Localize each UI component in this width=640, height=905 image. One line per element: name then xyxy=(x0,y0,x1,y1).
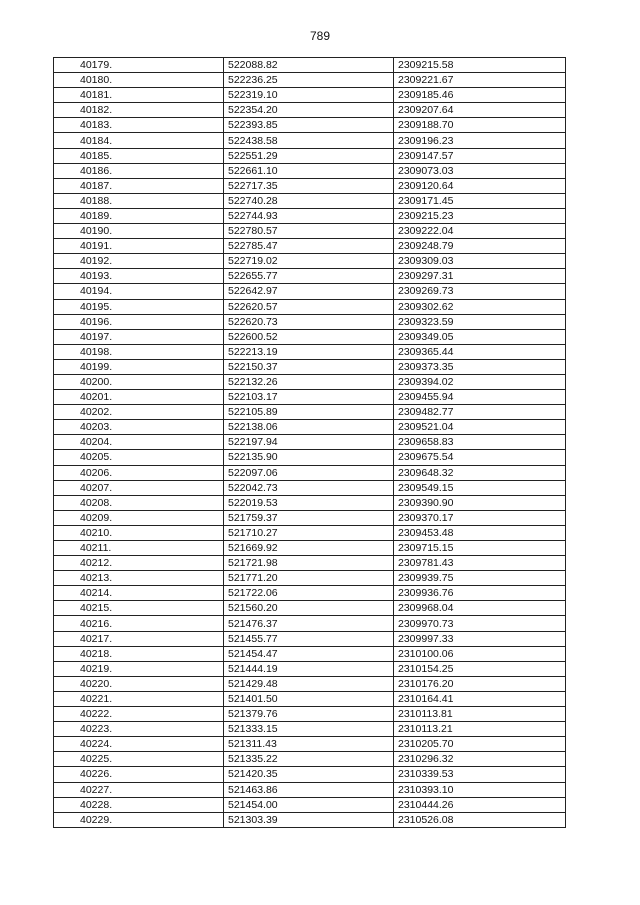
y-coordinate-cell: 2309968.04 xyxy=(394,601,566,616)
x-coordinate-cell: 522600.52 xyxy=(224,329,394,344)
table-row xyxy=(54,782,566,797)
point-number-cell: 40190. xyxy=(54,224,224,239)
point-number-cell: 40200. xyxy=(54,374,224,389)
x-coordinate-cell: 522088.82 xyxy=(224,58,394,73)
point-number-cell: 40182. xyxy=(54,103,224,118)
x-coordinate-cell: 522354.20 xyxy=(224,103,394,118)
point-number-cell: 40204. xyxy=(54,435,224,450)
table-row xyxy=(54,571,566,586)
point-number-cell: 40185. xyxy=(54,148,224,163)
table-row xyxy=(54,541,566,556)
x-coordinate-cell: 522780.57 xyxy=(224,224,394,239)
y-coordinate-cell: 2310339.53 xyxy=(394,767,566,782)
table-row xyxy=(54,480,566,495)
y-coordinate-cell: 2309196.23 xyxy=(394,133,566,148)
point-number-cell: 40225. xyxy=(54,752,224,767)
table-row xyxy=(54,556,566,571)
y-coordinate-cell: 2310444.26 xyxy=(394,797,566,812)
table-row xyxy=(54,193,566,208)
y-coordinate-cell: 2309521.04 xyxy=(394,420,566,435)
table-row xyxy=(54,224,566,239)
table-row xyxy=(54,299,566,314)
y-coordinate-cell: 2309658.83 xyxy=(394,435,566,450)
point-number-cell: 40199. xyxy=(54,359,224,374)
point-number-cell: 40217. xyxy=(54,631,224,646)
table-row xyxy=(54,178,566,193)
coordinates-table-body xyxy=(54,58,566,828)
y-coordinate-cell: 2309323.59 xyxy=(394,314,566,329)
x-coordinate-cell: 521771.20 xyxy=(224,571,394,586)
table-row xyxy=(54,254,566,269)
x-coordinate-cell: 521335.22 xyxy=(224,752,394,767)
point-number-cell: 40214. xyxy=(54,586,224,601)
x-coordinate-cell: 521379.76 xyxy=(224,707,394,722)
x-coordinate-cell: 521710.27 xyxy=(224,525,394,540)
table-row xyxy=(54,148,566,163)
x-coordinate-cell: 522551.29 xyxy=(224,148,394,163)
x-coordinate-cell: 522197.94 xyxy=(224,435,394,450)
y-coordinate-cell: 2309349.05 xyxy=(394,329,566,344)
point-number-cell: 40196. xyxy=(54,314,224,329)
y-coordinate-cell: 2310113.81 xyxy=(394,707,566,722)
point-number-cell: 40209. xyxy=(54,510,224,525)
y-coordinate-cell: 2309394.02 xyxy=(394,374,566,389)
x-coordinate-cell: 521759.37 xyxy=(224,510,394,525)
x-coordinate-cell: 522620.57 xyxy=(224,299,394,314)
point-number-cell: 40229. xyxy=(54,812,224,827)
y-coordinate-cell: 2309715.15 xyxy=(394,541,566,556)
x-coordinate-cell: 522785.47 xyxy=(224,239,394,254)
y-coordinate-cell: 2309302.62 xyxy=(394,299,566,314)
point-number-cell: 40226. xyxy=(54,767,224,782)
x-coordinate-cell: 521333.15 xyxy=(224,722,394,737)
point-number-cell: 40202. xyxy=(54,405,224,420)
y-coordinate-cell: 2309297.31 xyxy=(394,269,566,284)
point-number-cell: 40222. xyxy=(54,707,224,722)
x-coordinate-cell: 521303.39 xyxy=(224,812,394,827)
point-number-cell: 40228. xyxy=(54,797,224,812)
point-number-cell: 40211. xyxy=(54,541,224,556)
y-coordinate-cell: 2309171.45 xyxy=(394,193,566,208)
table-row xyxy=(54,284,566,299)
table-row xyxy=(54,374,566,389)
x-coordinate-cell: 522019.53 xyxy=(224,495,394,510)
x-coordinate-cell: 522236.25 xyxy=(224,73,394,88)
point-number-cell: 40197. xyxy=(54,329,224,344)
point-number-cell: 40208. xyxy=(54,495,224,510)
x-coordinate-cell: 521669.92 xyxy=(224,541,394,556)
table-row xyxy=(54,269,566,284)
point-number-cell: 40193. xyxy=(54,269,224,284)
y-coordinate-cell: 2309549.15 xyxy=(394,480,566,495)
table-row xyxy=(54,752,566,767)
x-coordinate-cell: 522132.26 xyxy=(224,374,394,389)
point-number-cell: 40223. xyxy=(54,722,224,737)
table-row xyxy=(54,359,566,374)
y-coordinate-cell: 2309188.70 xyxy=(394,118,566,133)
point-number-cell: 40221. xyxy=(54,691,224,706)
table-row xyxy=(54,344,566,359)
y-coordinate-cell: 2309073.03 xyxy=(394,163,566,178)
table-row xyxy=(54,601,566,616)
x-coordinate-cell: 522103.17 xyxy=(224,390,394,405)
x-coordinate-cell: 521463.86 xyxy=(224,782,394,797)
table-row xyxy=(54,676,566,691)
y-coordinate-cell: 2309269.73 xyxy=(394,284,566,299)
table-row xyxy=(54,465,566,480)
point-number-cell: 40206. xyxy=(54,465,224,480)
y-coordinate-cell: 2310393.10 xyxy=(394,782,566,797)
point-number-cell: 40227. xyxy=(54,782,224,797)
table-row xyxy=(54,239,566,254)
table-row xyxy=(54,73,566,88)
table-row xyxy=(54,646,566,661)
point-number-cell: 40218. xyxy=(54,646,224,661)
x-coordinate-cell: 522393.85 xyxy=(224,118,394,133)
point-number-cell: 40203. xyxy=(54,420,224,435)
y-coordinate-cell: 2309455.94 xyxy=(394,390,566,405)
x-coordinate-cell: 522719.02 xyxy=(224,254,394,269)
point-number-cell: 40186. xyxy=(54,163,224,178)
x-coordinate-cell: 522620.73 xyxy=(224,314,394,329)
table-row xyxy=(54,616,566,631)
x-coordinate-cell: 522097.06 xyxy=(224,465,394,480)
x-coordinate-cell: 521454.47 xyxy=(224,646,394,661)
table-row xyxy=(54,133,566,148)
table-row xyxy=(54,661,566,676)
x-coordinate-cell: 522655.77 xyxy=(224,269,394,284)
y-coordinate-cell: 2310205.70 xyxy=(394,737,566,752)
point-number-cell: 40213. xyxy=(54,571,224,586)
table-row xyxy=(54,208,566,223)
table-row xyxy=(54,812,566,827)
y-coordinate-cell: 2310526.08 xyxy=(394,812,566,827)
x-coordinate-cell: 521429.48 xyxy=(224,676,394,691)
table-row xyxy=(54,390,566,405)
table-row xyxy=(54,495,566,510)
table-row xyxy=(54,737,566,752)
table-row xyxy=(54,586,566,601)
table-row xyxy=(54,631,566,646)
point-number-cell: 40187. xyxy=(54,178,224,193)
point-number-cell: 40205. xyxy=(54,450,224,465)
point-number-cell: 40179. xyxy=(54,58,224,73)
x-coordinate-cell: 522150.37 xyxy=(224,359,394,374)
x-coordinate-cell: 522642.97 xyxy=(224,284,394,299)
point-number-cell: 40191. xyxy=(54,239,224,254)
x-coordinate-cell: 522105.89 xyxy=(224,405,394,420)
point-number-cell: 40181. xyxy=(54,88,224,103)
y-coordinate-cell: 2309970.73 xyxy=(394,616,566,631)
x-coordinate-cell: 521722.06 xyxy=(224,586,394,601)
y-coordinate-cell: 2309120.64 xyxy=(394,178,566,193)
table-row xyxy=(54,420,566,435)
y-coordinate-cell: 2309373.35 xyxy=(394,359,566,374)
point-number-cell: 40184. xyxy=(54,133,224,148)
x-coordinate-cell: 521721.98 xyxy=(224,556,394,571)
point-number-cell: 40224. xyxy=(54,737,224,752)
x-coordinate-cell: 522661.10 xyxy=(224,163,394,178)
y-coordinate-cell: 2310176.20 xyxy=(394,676,566,691)
y-coordinate-cell: 2309675.54 xyxy=(394,450,566,465)
point-number-cell: 40192. xyxy=(54,254,224,269)
table-row xyxy=(54,435,566,450)
y-coordinate-cell: 2310154.25 xyxy=(394,661,566,676)
point-number-cell: 40216. xyxy=(54,616,224,631)
point-number-cell: 40183. xyxy=(54,118,224,133)
x-coordinate-cell: 522138.06 xyxy=(224,420,394,435)
y-coordinate-cell: 2309309.03 xyxy=(394,254,566,269)
table-row xyxy=(54,722,566,737)
y-coordinate-cell: 2309939.75 xyxy=(394,571,566,586)
table-row xyxy=(54,163,566,178)
coordinates-table xyxy=(53,57,566,828)
point-number-cell: 40215. xyxy=(54,601,224,616)
table-row xyxy=(54,329,566,344)
table-row xyxy=(54,118,566,133)
x-coordinate-cell: 521420.35 xyxy=(224,767,394,782)
y-coordinate-cell: 2309222.04 xyxy=(394,224,566,239)
point-number-cell: 40188. xyxy=(54,193,224,208)
point-number-cell: 40219. xyxy=(54,661,224,676)
x-coordinate-cell: 522135.90 xyxy=(224,450,394,465)
x-coordinate-cell: 522213.19 xyxy=(224,344,394,359)
y-coordinate-cell: 2309147.57 xyxy=(394,148,566,163)
table-row xyxy=(54,797,566,812)
y-coordinate-cell: 2310296.32 xyxy=(394,752,566,767)
point-number-cell: 40194. xyxy=(54,284,224,299)
y-coordinate-cell: 2309185.46 xyxy=(394,88,566,103)
point-number-cell: 40198. xyxy=(54,344,224,359)
y-coordinate-cell: 2309453.48 xyxy=(394,525,566,540)
x-coordinate-cell: 522319.10 xyxy=(224,88,394,103)
x-coordinate-cell: 521454.00 xyxy=(224,797,394,812)
table-row xyxy=(54,405,566,420)
x-coordinate-cell: 521401.50 xyxy=(224,691,394,706)
y-coordinate-cell: 2310113.21 xyxy=(394,722,566,737)
y-coordinate-cell: 2309482.77 xyxy=(394,405,566,420)
y-coordinate-cell: 2309248.79 xyxy=(394,239,566,254)
point-number-cell: 40180. xyxy=(54,73,224,88)
x-coordinate-cell: 521476.37 xyxy=(224,616,394,631)
y-coordinate-cell: 2309390.90 xyxy=(394,495,566,510)
table-row xyxy=(54,58,566,73)
point-number-cell: 40212. xyxy=(54,556,224,571)
table-row xyxy=(54,510,566,525)
table-row xyxy=(54,707,566,722)
y-coordinate-cell: 2309370.17 xyxy=(394,510,566,525)
table-row xyxy=(54,525,566,540)
y-coordinate-cell: 2309648.32 xyxy=(394,465,566,480)
point-number-cell: 40220. xyxy=(54,676,224,691)
y-coordinate-cell: 2309215.58 xyxy=(394,58,566,73)
y-coordinate-cell: 2309221.67 xyxy=(394,73,566,88)
table-row xyxy=(54,103,566,118)
point-number-cell: 40201. xyxy=(54,390,224,405)
table-row xyxy=(54,767,566,782)
y-coordinate-cell: 2309215.23 xyxy=(394,208,566,223)
table-row xyxy=(54,691,566,706)
y-coordinate-cell: 2309997.33 xyxy=(394,631,566,646)
y-coordinate-cell: 2310100.06 xyxy=(394,646,566,661)
x-coordinate-cell: 521455.77 xyxy=(224,631,394,646)
x-coordinate-cell: 522717.35 xyxy=(224,178,394,193)
point-number-cell: 40210. xyxy=(54,525,224,540)
x-coordinate-cell: 522744.93 xyxy=(224,208,394,223)
point-number-cell: 40207. xyxy=(54,480,224,495)
table-row xyxy=(54,450,566,465)
x-coordinate-cell: 522740.28 xyxy=(224,193,394,208)
y-coordinate-cell: 2310164.41 xyxy=(394,691,566,706)
x-coordinate-cell: 522042.73 xyxy=(224,480,394,495)
point-number-cell: 40195. xyxy=(54,299,224,314)
x-coordinate-cell: 521560.20 xyxy=(224,601,394,616)
page-number: 789 xyxy=(309,29,331,43)
x-coordinate-cell: 522438.58 xyxy=(224,133,394,148)
x-coordinate-cell: 521444.19 xyxy=(224,661,394,676)
y-coordinate-cell: 2309365.44 xyxy=(394,344,566,359)
y-coordinate-cell: 2309936.76 xyxy=(394,586,566,601)
table-row xyxy=(54,88,566,103)
y-coordinate-cell: 2309207.64 xyxy=(394,103,566,118)
x-coordinate-cell: 521311.43 xyxy=(224,737,394,752)
point-number-cell: 40189. xyxy=(54,208,224,223)
table-row xyxy=(54,314,566,329)
y-coordinate-cell: 2309781.43 xyxy=(394,556,566,571)
